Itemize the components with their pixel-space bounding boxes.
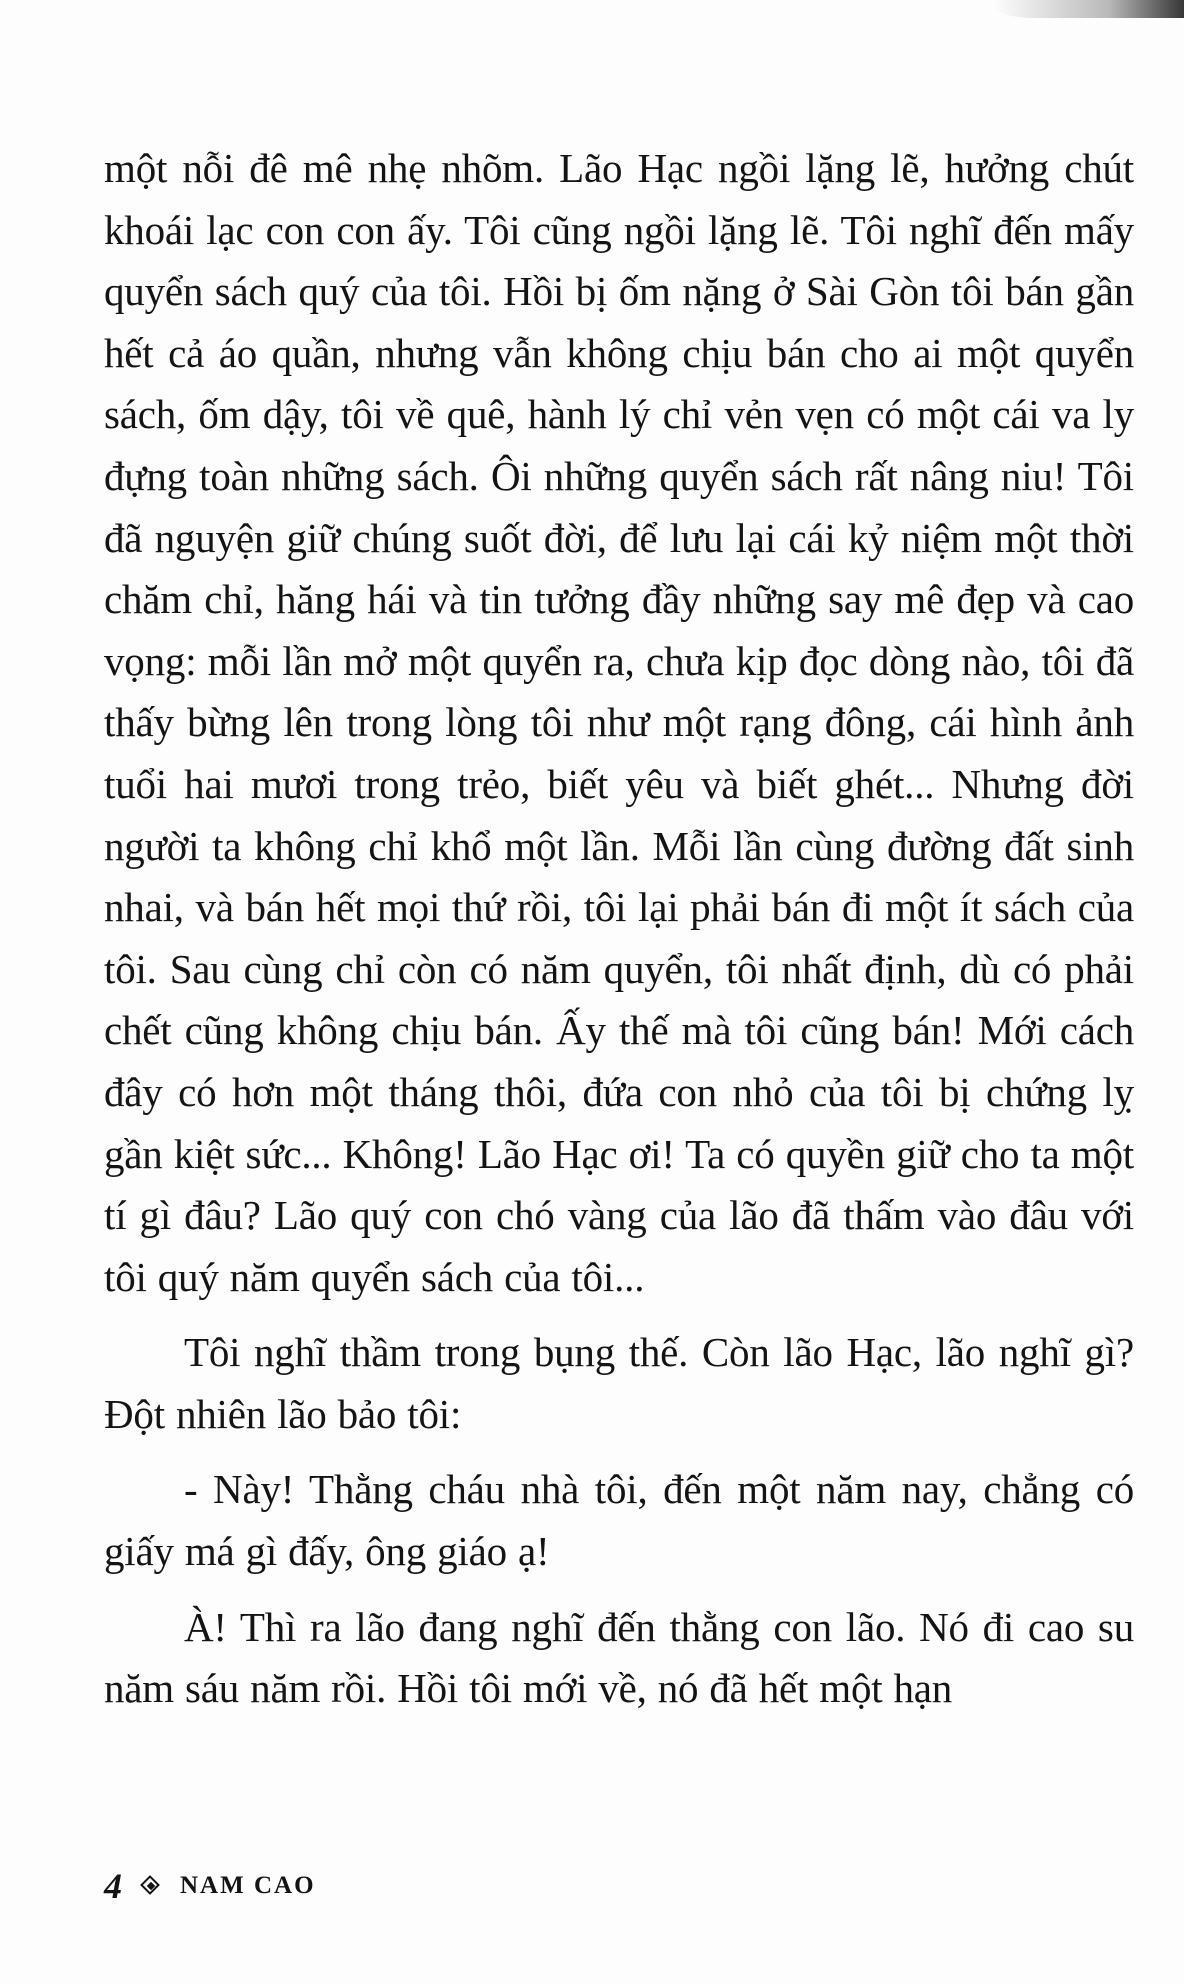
page-corner-shadow: [994, 0, 1184, 18]
page-number: 4: [104, 1866, 122, 1906]
paragraph: À! Thì ra lão đang nghĩ đến thằng con lão. Nó đi cao su năm sáu năm rồi. Hồi tôi mới về, nó đã hết một hạn: [104, 1603, 1134, 1712]
diamond-icon: [142, 1877, 160, 1895]
body-text: [104, 138, 1134, 1720]
paragraph: Tôi nghĩ thầm trong bụng thế. Còn lão Hạc, lão nghĩ gì? Đột nhiên lão bảo tôi:: [104, 1329, 1134, 1437]
paragraph-continued: một nỗi đê mê nhẹ nhõm. Lão Hạc ngồi lặng lẽ, hưởng chút khoái lạc con con ấy. Tôi cũng ngồi lặng lẽ. Tôi nghĩ đến mấy quyển sách quý của tôi. Hồi bị ốm nặng ở Sài Gòn tôi bán gần hết cả áo quần, nhưng vẫn không chịu bán cho ai một quyển sách, ốm dậy, tôi về quê, hành lý chỉ vẻn vẹn có một cái va ly đựng toàn những sách. Ôi những quyển sách rất nâng niu! Tôi đã nguyện giữ chúng suốt đời, để lưu lại cái kỷ niệm một thời chăm chỉ, hăng hái và tin tưởng đầy những say mê đẹp và cao vọng: mỗi lần mở một quyển ra, chưa kịp đọc dòng nào, tôi đã thấy bừng lên trong lòng tôi như một rạng đông, cái hình ảnh tuổi hai mươi trong trẻo, biết yêu và biết ghét... Nhưng đời người ta không chỉ khổ một lần. Mỗi lần cùng đường đất sinh nhai, và bán hết mọi thứ rồi, tôi lại phải bán đi một ít sách của tôi. Sau cùng chỉ còn có năm quyển, tôi nhất định, dù có phải chết cũng không chịu bán. Ấy thế mà tôi cũng bán! Mới cách đây có hơn một tháng thôi, đứa con nhỏ của tôi bị chứng lỵ gần kiệt sức... Không! Lão Hạc ơi! Ta có quyền giữ cho ta một tí gì đâu? Lão quý con chó vàng của lão đã thấm vào đâu với tôi quý năm quyển sách của tôi...: [104, 145, 1134, 1300]
author-name: NAM CAO: [180, 1872, 316, 1899]
dialogue-paragraph: - Này! Thằng cháu nhà tôi, đến một năm nay, chẳng có giấy má gì đấy, ông giáo ạ!: [104, 1466, 1134, 1575]
page-footer: [104, 1866, 316, 1906]
